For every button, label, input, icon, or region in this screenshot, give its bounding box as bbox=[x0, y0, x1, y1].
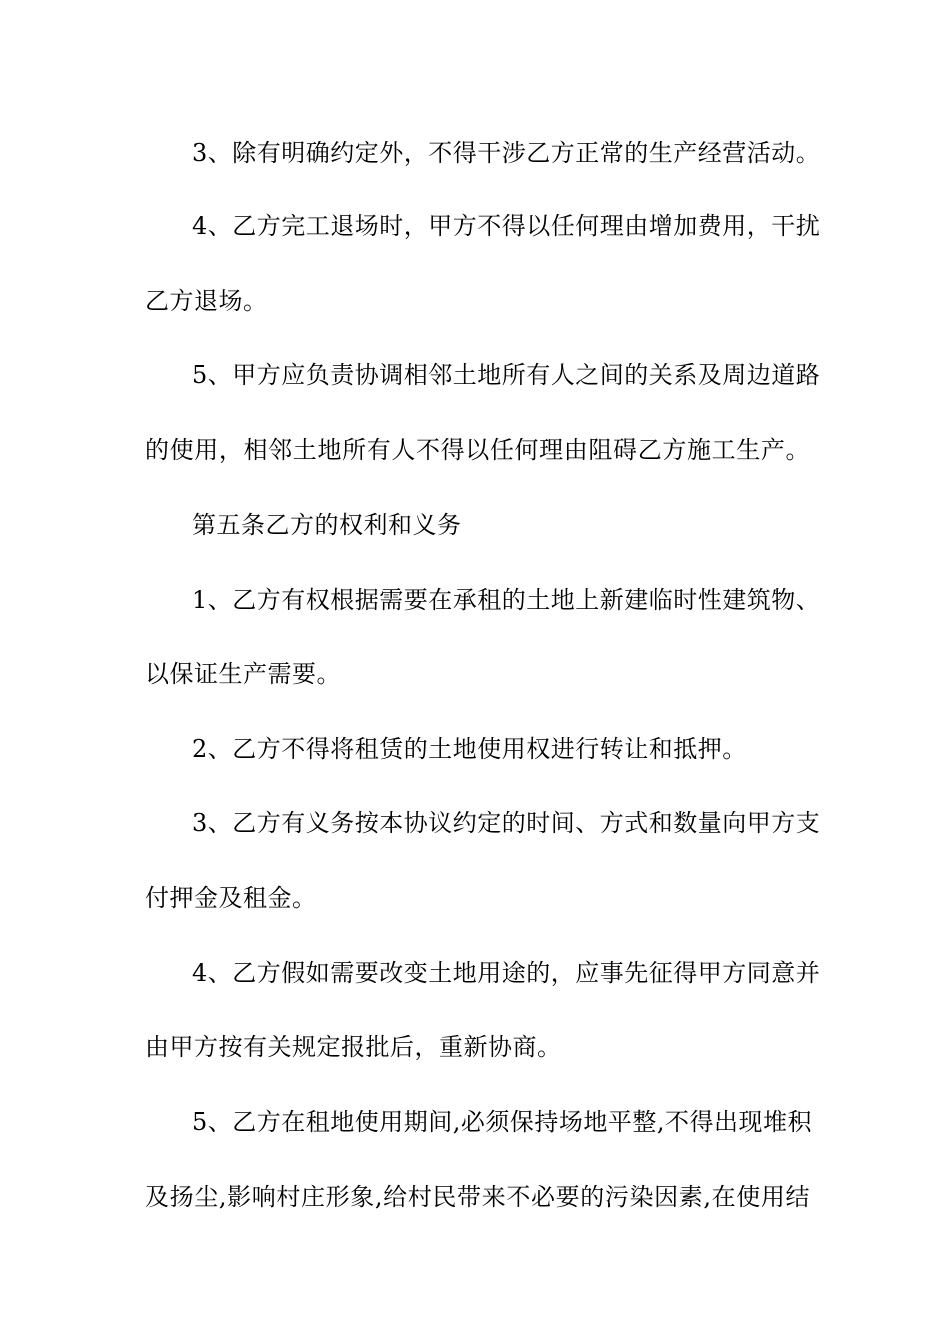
text-line: 1、乙方有权根据需要在承租的土地上新建临时性建筑物、 bbox=[192, 586, 821, 614]
text-line: 4、乙方假如需要改变土地用途的，应事先征得甲方同意并 bbox=[192, 959, 821, 987]
section-heading: 第五条乙方的权利和义务 bbox=[192, 511, 462, 539]
text-line: 3、除有明确约定外，不得干涉乙方正常的生产经营活动。 bbox=[192, 139, 821, 167]
text-line: 乙方退场。 bbox=[145, 287, 268, 315]
text-line: 的使用，相邻土地所有人不得以任何理由阻碍乙方施工生产。 bbox=[145, 436, 810, 464]
text-line: 由甲方按有关规定报批后，重新协商。 bbox=[145, 1033, 562, 1061]
text-line: 3、乙方有义务按本协议约定的时间、方式和数量向甲方支 bbox=[192, 809, 821, 837]
text-line: 4、乙方完工退场时，甲方不得以任何理由增加费用，干扰 bbox=[192, 212, 821, 240]
text-line: 以保证生产需要。 bbox=[145, 660, 341, 688]
text-line: 付押金及租金。 bbox=[145, 884, 317, 912]
text-line: 5、甲方应负责协调相邻土地所有人之间的关系及周边道路 bbox=[192, 361, 821, 389]
text-line: 5、乙方在租地使用期间,必须保持场地平整,不得出现堆积 bbox=[192, 1108, 813, 1136]
text-line: 2、乙方不得将租赁的土地使用权进行转让和抵押。 bbox=[192, 735, 747, 763]
text-line: 及扬尘,影响村庄形象,给村民带来不必要的污染因素,在使用结 bbox=[145, 1183, 810, 1211]
